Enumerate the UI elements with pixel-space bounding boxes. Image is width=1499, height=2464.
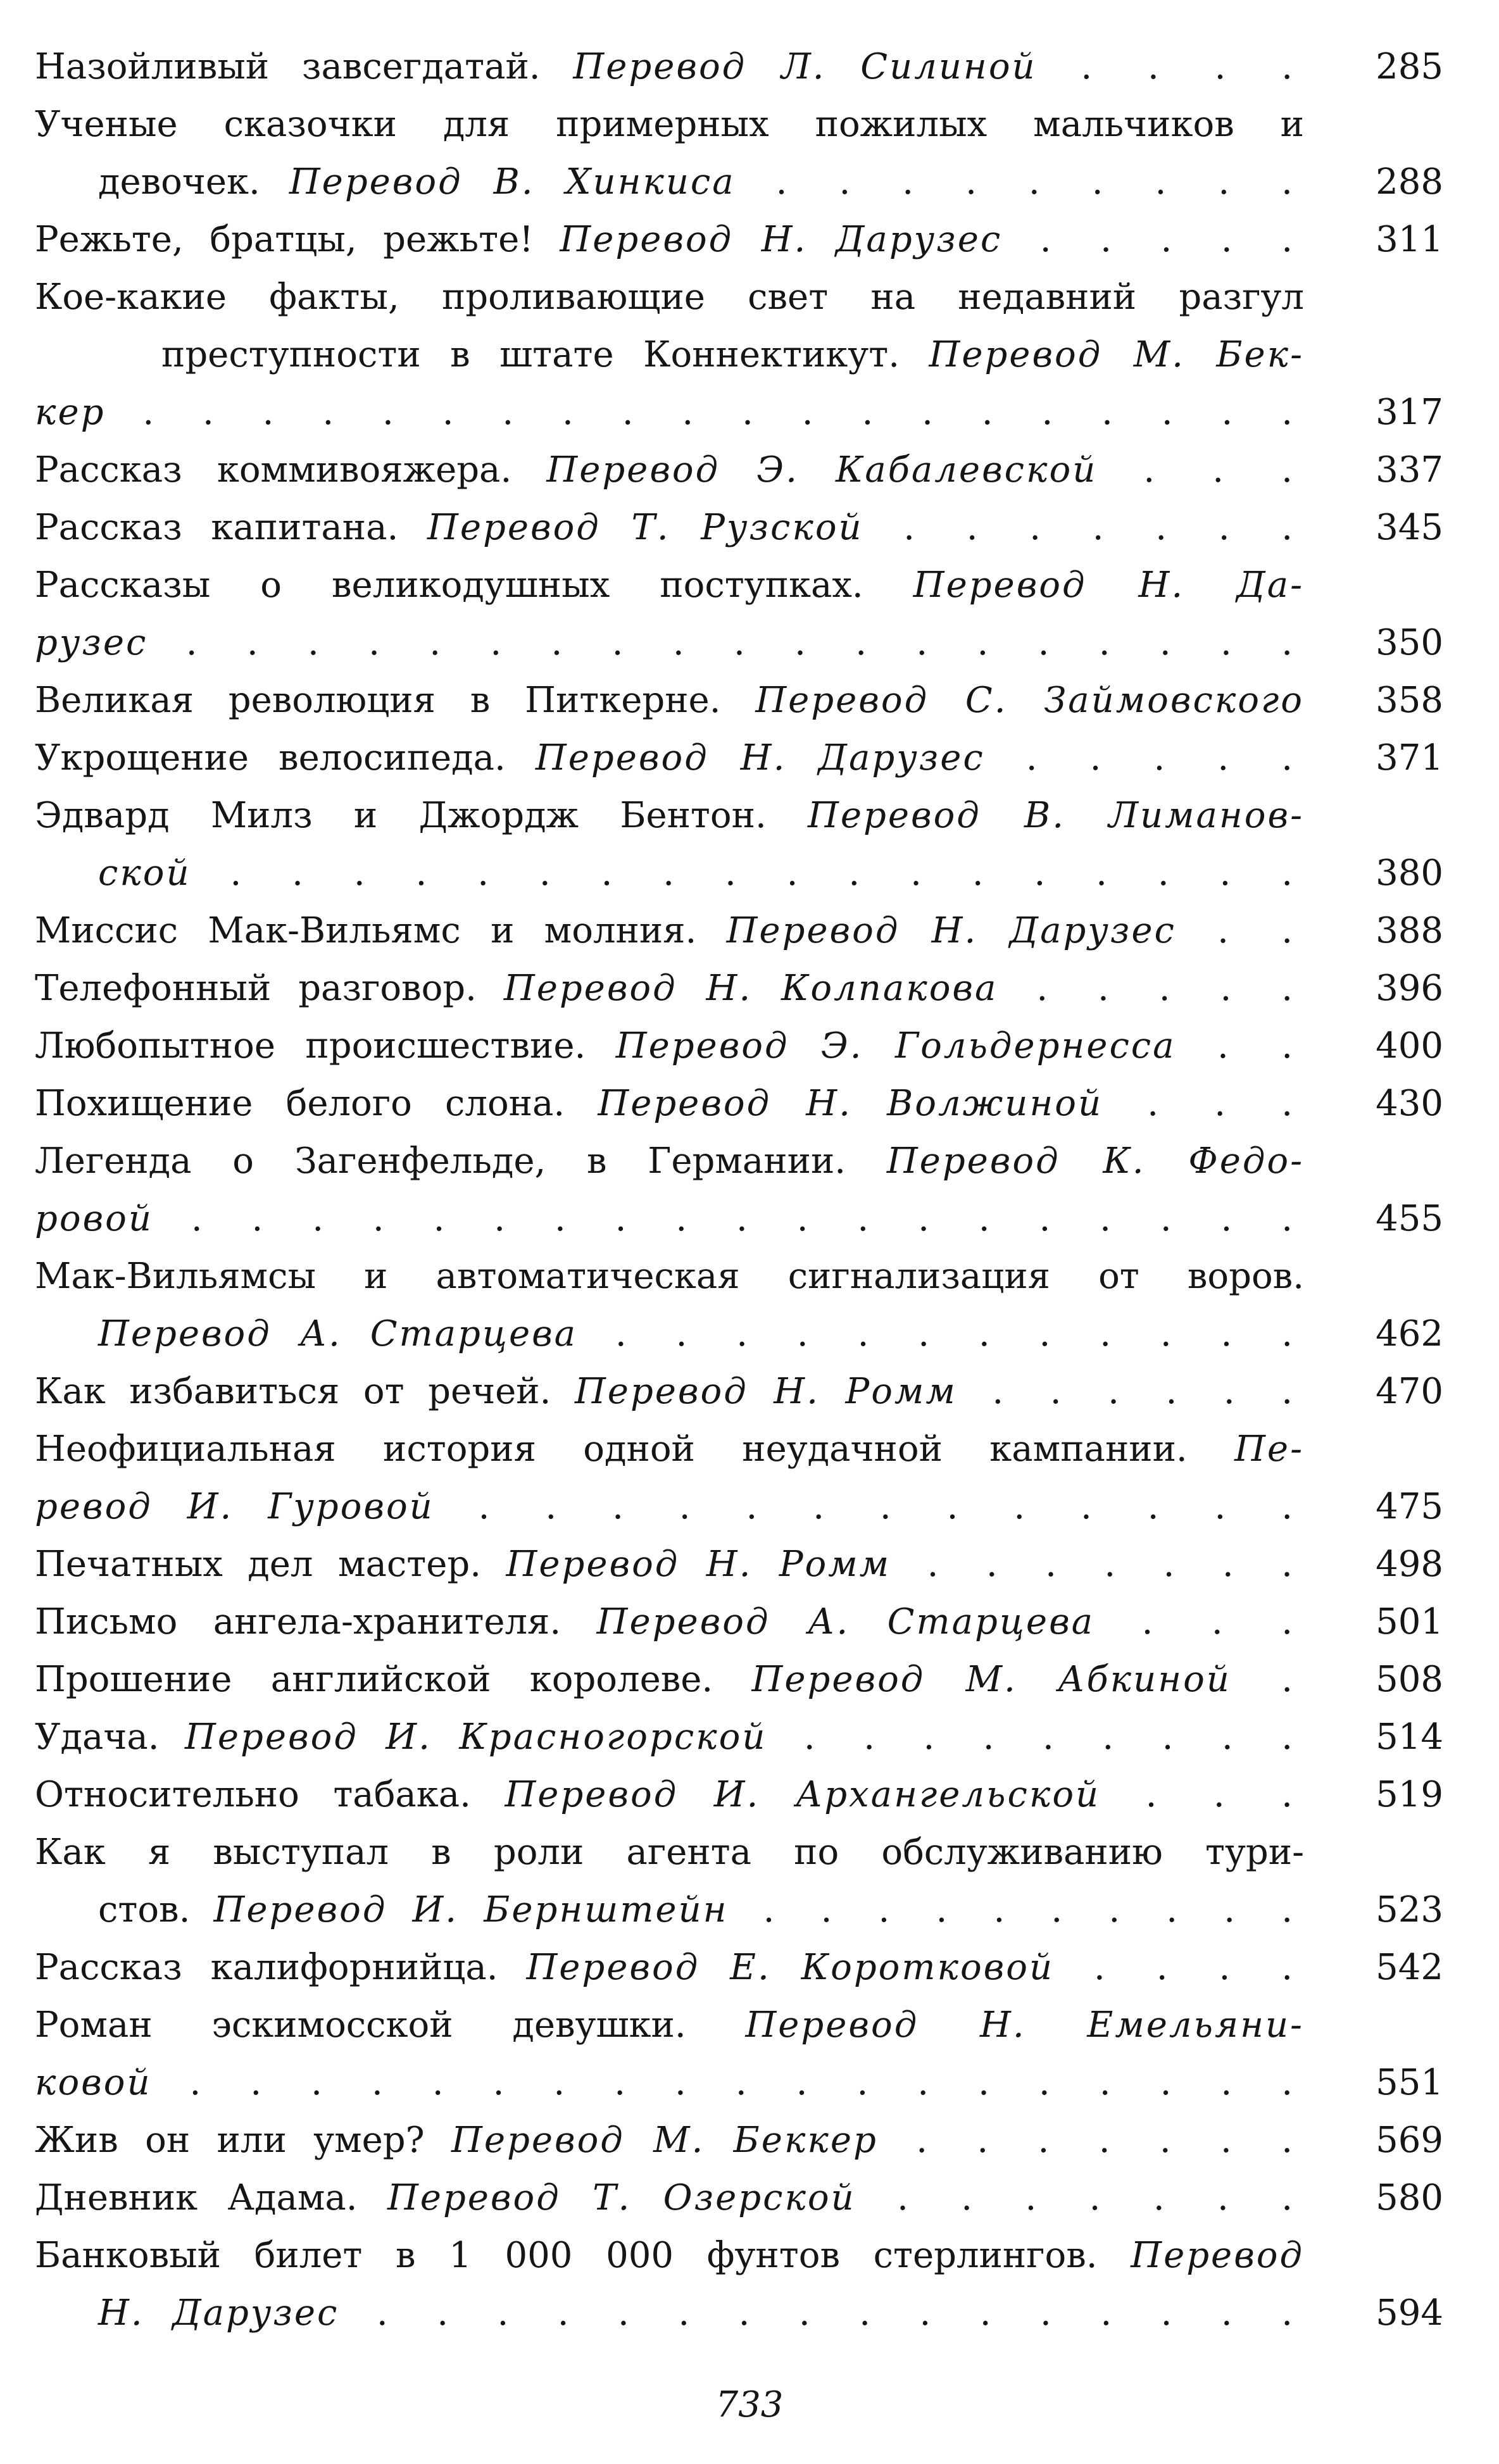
translator-credit: ковой: [35, 2062, 152, 2103]
toc-entry-title: [35, 1132, 1304, 1248]
toc-entry-title: [35, 2111, 1304, 2169]
toc-entry: [35, 1651, 1443, 1708]
toc-entry-title: [35, 1248, 1304, 1363]
toc-entry-title: [35, 2169, 1304, 2227]
toc-line: [35, 2169, 1304, 2227]
toc-line: [35, 326, 1304, 384]
toc-line: [35, 499, 1304, 556]
title-text: Похищение белого слона.: [35, 1083, 598, 1124]
dot-leader: . . . .: [1054, 1947, 1304, 1988]
toc-page-number: 508: [1376, 1659, 1443, 1700]
dot-leader: . . . . .: [998, 968, 1304, 1009]
toc-line: [35, 1939, 1304, 1996]
dot-leader: . . . . . .: [956, 1371, 1304, 1412]
toc-line: [35, 1305, 1304, 1363]
toc-line: [35, 1478, 1304, 1535]
dot-leader: . . . . . . . . . . . .: [577, 1313, 1304, 1354]
toc-entry-title: [35, 268, 1304, 441]
dot-leader: . . . . .: [1002, 219, 1304, 260]
toc-line: [35, 1708, 1304, 1766]
toc-entry-title: [35, 1651, 1304, 1708]
toc-entry: [35, 1075, 1443, 1132]
toc-entry-title: [35, 902, 1304, 960]
dot-leader: . . . . . . .: [855, 2177, 1304, 2218]
translator-credit: Перевод: [1131, 2235, 1304, 2276]
toc-entry-title: [35, 1420, 1304, 1535]
dot-leader: . . . . . . . . . .: [728, 1889, 1304, 1930]
toc-entry-title: [35, 1593, 1304, 1651]
title-text: Укрощение велосипеда.: [35, 737, 536, 779]
translator-credit: Перевод Т. Рузской: [427, 507, 863, 548]
toc-entry-title: [35, 960, 1304, 1017]
toc-entry: [35, 211, 1443, 268]
toc-page-number: 594: [1376, 2292, 1443, 2334]
toc-page-number: 358: [1376, 680, 1443, 721]
toc-entry: [35, 1420, 1443, 1535]
toc-line: [35, 384, 1304, 441]
title-text: Рассказ коммивояжера.: [35, 449, 547, 491]
toc-page-number: 396: [1376, 968, 1443, 1009]
toc-page-number: 498: [1376, 1544, 1443, 1585]
toc-page-number: 580: [1376, 2177, 1443, 2218]
title-text: Банковый билет в 1 000 000 фунтов стерлингов.: [35, 2235, 1131, 2276]
title-text: Рассказы о великодушных поступках.: [35, 565, 913, 606]
title-text: Роман эскимосской девушки.: [35, 2004, 746, 2046]
dot-leader: .: [1231, 1659, 1304, 1700]
title-text: Жив он или умер?: [35, 2120, 452, 2161]
dot-leader: . . . . . . . . . . . . . . . . . . .: [151, 2062, 1304, 2103]
translator-credit: Перевод И. Архангельской: [505, 1774, 1101, 1815]
dot-leader: . . . . . . . . . . . . . . . . . . .: [147, 622, 1304, 663]
toc-page-number: 475: [1376, 1486, 1443, 1527]
translator-credit: Перевод Н. Волжиной: [598, 1083, 1103, 1124]
translator-credit: Перевод Э. Гольдернесса: [615, 1025, 1176, 1066]
toc-page-number: 337: [1376, 449, 1443, 491]
page-number: 733: [715, 2384, 784, 2425]
toc-page-number: 288: [1376, 161, 1443, 203]
toc-page-number: 400: [1376, 1025, 1443, 1066]
dot-leader: . .: [1176, 910, 1304, 951]
toc-page-number: 285: [1376, 46, 1443, 87]
translator-credit: ской: [98, 853, 191, 894]
toc-page-number: 542: [1376, 1947, 1443, 1988]
toc-entry-title: [35, 38, 1304, 96]
toc-line: [35, 153, 1304, 211]
toc-line: [35, 96, 1304, 153]
translator-credit: ровой: [35, 1198, 153, 1239]
translator-credit: Перевод С. Займовского: [755, 680, 1304, 721]
toc-entry: [35, 1708, 1443, 1766]
toc-line: [35, 2284, 1304, 2342]
toc-entry: [35, 499, 1443, 556]
dot-leader: . . . . . . . . . . . . . . . . . . .: [153, 1198, 1304, 1239]
title-text: Относительно табака.: [35, 1774, 505, 1815]
translator-credit: ревод И. Гуровой: [35, 1486, 434, 1527]
toc-entry: [35, 1996, 1443, 2111]
toc-line: [35, 1535, 1304, 1593]
toc-entry: [35, 441, 1443, 499]
toc-page-number: 519: [1376, 1774, 1443, 1815]
toc-page-number: 371: [1376, 737, 1443, 779]
dot-leader: . . . . .: [984, 737, 1304, 779]
title-text: девочек.: [98, 161, 289, 203]
translator-credit: Перевод Л. Силиной: [573, 46, 1037, 87]
toc-entry-title: [35, 1766, 1304, 1823]
toc-page-number: 551: [1376, 2062, 1443, 2103]
translator-credit: Перевод Н. Ромм: [506, 1544, 891, 1585]
toc-page-number: 350: [1376, 622, 1443, 663]
translator-credit: Перевод А. Старцева: [98, 1313, 578, 1354]
toc-entry-title: [35, 729, 1304, 787]
dot-leader: . . .: [1100, 1774, 1304, 1815]
toc-line: [35, 2111, 1304, 2169]
toc-entry-title: [35, 1363, 1304, 1420]
toc-entry-title: [35, 1075, 1304, 1132]
toc-line: [35, 2227, 1304, 2284]
toc-entry-title: [35, 441, 1304, 499]
translator-credit: рузес: [35, 622, 148, 663]
toc-line: [35, 1881, 1304, 1939]
translator-credit: кер: [35, 392, 106, 433]
translator-credit: Перевод Н. Дарузес: [560, 219, 1003, 260]
toc-line: [35, 1823, 1304, 1881]
toc-line: [35, 38, 1304, 96]
toc-line: [35, 1651, 1304, 1708]
translator-credit: Перевод Н. Ромм: [574, 1371, 957, 1412]
toc-page-number: 388: [1376, 910, 1443, 951]
toc-entry: [35, 1823, 1443, 1939]
toc-line: [35, 1363, 1304, 1420]
dot-leader: . . .: [1094, 1601, 1304, 1642]
translator-credit: Перевод В. Лиманов-: [808, 795, 1304, 836]
toc-entry: [35, 2227, 1443, 2342]
translator-credit: Перевод В. Хинкиса: [289, 161, 736, 203]
toc-line: [35, 1420, 1304, 1478]
toc-entry: [35, 268, 1443, 441]
toc-entry: [35, 2169, 1443, 2227]
toc-entry: [35, 96, 1443, 211]
toc-entry: [35, 902, 1443, 960]
title-text: Эдвард Милз и Джордж Бентон.: [35, 795, 808, 836]
toc-entry: [35, 1248, 1443, 1363]
toc-page-number: 455: [1376, 1198, 1443, 1239]
title-text: Режьте, братцы, режьте!: [35, 219, 560, 260]
title-text: преступности в штате Коннектикут.: [161, 334, 929, 375]
toc-entry: [35, 38, 1443, 96]
translator-credit: Перевод Т. Озерской: [387, 2177, 856, 2218]
toc-entry-title: [35, 787, 1304, 902]
toc-page-number: 569: [1376, 2120, 1443, 2161]
toc-line: [35, 1075, 1304, 1132]
translator-credit: Перевод Н. Емельяни-: [745, 2004, 1304, 2046]
toc-line: [35, 441, 1304, 499]
title-text: Прошение английской королеве.: [35, 1659, 752, 1700]
toc-page-number: 345: [1376, 507, 1443, 548]
toc-line: [35, 1190, 1304, 1248]
toc-entry: [35, 1593, 1443, 1651]
toc-entry: [35, 1132, 1443, 1248]
toc-page-number: 380: [1376, 853, 1443, 894]
toc-line: [35, 844, 1304, 902]
toc-entry-title: [35, 1535, 1304, 1593]
title-text: Легенда о Загенфельде, в Германии.: [35, 1141, 887, 1182]
toc-page-number: 462: [1376, 1313, 1443, 1354]
toc-page-number: 470: [1376, 1371, 1443, 1412]
toc-line: [35, 902, 1304, 960]
toc-line: [35, 960, 1304, 1017]
dot-leader: . . .: [1097, 449, 1304, 491]
title-text: Кое-какие факты, проливающие свет на недавний разгул: [35, 277, 1304, 318]
toc-entry-title: [35, 1939, 1304, 1996]
translator-credit: Перевод А. Старцева: [596, 1601, 1095, 1642]
title-text: Неофициальная история одной неудачной кампании.: [35, 1429, 1235, 1470]
toc-page-number: 311: [1376, 219, 1443, 260]
title-text: Великая революция в Питкерне.: [35, 680, 756, 721]
translator-credit: Перевод Н. Колпакова: [503, 968, 998, 1009]
translator-credit: Перевод Н. Да-: [913, 565, 1304, 606]
toc-line: [35, 2054, 1304, 2111]
toc-line: [35, 1132, 1304, 1190]
toc-entry: [35, 1017, 1443, 1075]
dot-leader: . . . . . . .: [863, 507, 1304, 548]
title-text: Печатных дел мастер.: [35, 1544, 506, 1585]
toc-entry: [35, 2111, 1443, 2169]
dot-leader: . . . . . . . . . . . . . . . .: [339, 2292, 1304, 2334]
dot-leader: . . . . . . . . . . . . . . . . . .: [191, 853, 1304, 894]
title-text: Любопытное происшествие.: [35, 1025, 616, 1066]
toc-page-number: 430: [1376, 1083, 1443, 1124]
dot-leader: . . . . . . .: [891, 1544, 1304, 1585]
toc-entry: [35, 1363, 1443, 1420]
title-text: Ученые сказочки для примерных пожилых мальчиков и: [35, 104, 1304, 145]
toc-line: [35, 672, 1304, 729]
toc-entry-title: [35, 211, 1304, 268]
translator-credit: Перевод И. Бернштейн: [213, 1889, 729, 1930]
title-text: Письмо ангела-хранителя.: [35, 1601, 597, 1642]
translator-credit: Перевод М. Бек-: [929, 334, 1304, 375]
toc-entry: [35, 672, 1443, 729]
title-text: Мак-Вильямсы и автоматическая сигнализация от воров.: [35, 1256, 1304, 1297]
toc-entry-title: [35, 556, 1304, 672]
toc-line: [35, 268, 1304, 326]
dot-leader: . . . . . . . . .: [767, 1717, 1304, 1758]
toc-entry-title: [35, 1017, 1304, 1075]
toc-entry-title: [35, 1708, 1304, 1766]
title-text: Рассказ капитана.: [35, 507, 428, 548]
translator-credit: Перевод М. Абкиной: [751, 1659, 1231, 1700]
translator-credit: Перевод Е. Коротковой: [526, 1947, 1055, 1988]
toc-entry: [35, 960, 1443, 1017]
toc-line: [35, 1766, 1304, 1823]
title-text: Рассказ калифорнийца.: [35, 1947, 527, 1988]
translator-credit: Пе-: [1234, 1429, 1304, 1470]
toc-line: [35, 1593, 1304, 1651]
translator-credit: Н. Дарузес: [98, 2292, 339, 2334]
toc-page-number: 523: [1376, 1889, 1443, 1930]
toc-line: [35, 787, 1304, 844]
toc-line: [35, 729, 1304, 787]
toc-line: [35, 556, 1304, 614]
toc-entry-title: [35, 2227, 1304, 2342]
translator-credit: Перевод Н. Дарузес: [726, 910, 1176, 951]
toc-page-number: 501: [1376, 1601, 1443, 1642]
toc-line: [35, 1248, 1304, 1305]
toc-line: [35, 1996, 1304, 2054]
translator-credit: Перевод Н. Дарузес: [535, 737, 985, 779]
title-text: стов.: [98, 1889, 214, 1930]
dot-leader: . . . . . . . . .: [735, 161, 1304, 203]
toc-entry-title: [35, 499, 1304, 556]
toc-entry-title: [35, 1823, 1304, 1939]
toc-entry-title: [35, 1996, 1304, 2111]
title-text: Миссис Мак-Вильямс и молния.: [35, 910, 727, 951]
toc-entry: [35, 556, 1443, 672]
toc-entry: [35, 1939, 1443, 1996]
title-text: Удача.: [35, 1717, 185, 1758]
title-text: Дневник Адама.: [35, 2177, 387, 2218]
dot-leader: . . .: [1103, 1083, 1304, 1124]
title-text: Телефонный разговор.: [35, 968, 504, 1009]
translator-credit: Перевод М. Беккер: [451, 2120, 878, 2161]
dot-leader: . . . . . . .: [877, 2120, 1304, 2161]
dot-leader: . .: [1176, 1025, 1304, 1066]
dot-leader: . . . . . . . . . . . . . . . . . . . .: [105, 392, 1304, 433]
toc-page-number: 317: [1376, 392, 1443, 433]
translator-credit: Перевод К. Федо-: [886, 1141, 1304, 1182]
toc-line: [35, 1017, 1304, 1075]
toc-entry: [35, 1535, 1443, 1593]
toc-line: [35, 614, 1304, 672]
dot-leader: . . . .: [1036, 46, 1304, 87]
table-of-contents: [35, 38, 1443, 2342]
translator-credit: Перевод И. Красногорской: [185, 1717, 767, 1758]
toc-entry: [35, 787, 1443, 902]
title-text: Назойливый завсегдатай.: [35, 46, 574, 87]
toc-line: [35, 211, 1304, 268]
toc-page-number: 514: [1376, 1717, 1443, 1758]
dot-leader: . . . . . . . . . . . . .: [434, 1486, 1304, 1527]
title-text: Как я выступал в роли агента по обслуживанию тури-: [35, 1832, 1304, 1873]
toc-entry-title: [35, 96, 1304, 211]
toc-entry-title: [35, 672, 1304, 729]
title-text: Как избавиться от речей.: [35, 1371, 575, 1412]
toc-entry: [35, 729, 1443, 787]
translator-credit: Перевод Э. Кабалевской: [546, 449, 1098, 491]
toc-entry: [35, 1766, 1443, 1823]
